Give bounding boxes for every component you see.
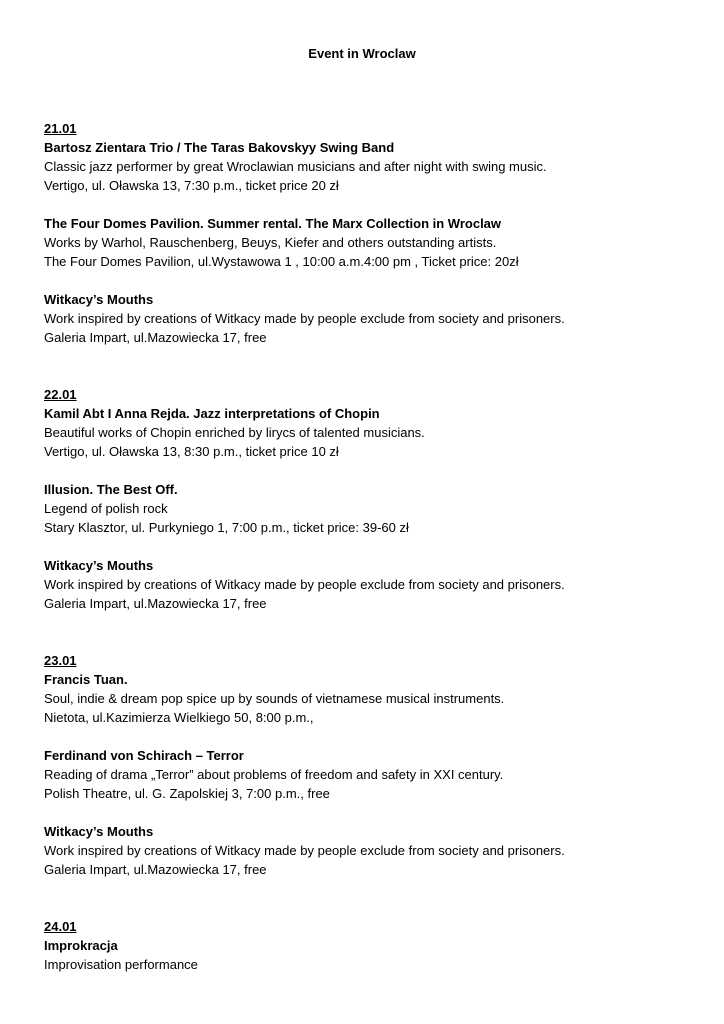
event-description: Work inspired by creations of Witkacy made by people exclude from society and prisoners.: [44, 311, 565, 326]
day-date: 22.01: [44, 387, 77, 402]
event-entry: [44, 670, 684, 727]
event-description: Works by Warhol, Rauschenberg, Beuys, Kiefer and others outstanding artists.: [44, 235, 497, 250]
event-title: Ferdinand von Schirach – Terror: [44, 748, 244, 763]
event-venue: Galeria Impart, ul.Mazowiecka 17, free: [44, 596, 267, 611]
event-title: Kamil Abt I Anna Rejda. Jazz interpretations of Chopin: [44, 406, 380, 421]
event-description: Reading of drama „Terror” about problems of freedom and safety in XXI century.: [44, 767, 504, 782]
day-date: 21.01: [44, 121, 77, 136]
event-entry: [44, 556, 684, 613]
event-entry: [44, 936, 684, 974]
event-description: Legend of polish rock: [44, 501, 168, 516]
event-venue: Galeria Impart, ul.Mazowiecka 17, free: [44, 330, 267, 345]
event-title: The Four Domes Pavilion. Summer rental. The Marx Collection in Wroclaw: [44, 216, 502, 231]
event-description: Soul, indie & dream pop spice up by sounds of vietnamese musical instruments.: [44, 691, 505, 706]
event-venue: Vertigo, ul. Oławska 13, 8:30 p.m., ticket price 10 zł: [44, 444, 339, 459]
day-section: [44, 119, 684, 347]
event-description: Work inspired by creations of Witkacy made by people exclude from society and prisoners.: [44, 843, 565, 858]
event-venue: Galeria Impart, ul.Mazowiecka 17, free: [44, 862, 267, 877]
event-title: Witkacy’s Mouths: [44, 558, 154, 573]
event-venue: Nietota, ul.Kazimierza Wielkiego 50, 8:00 p.m.,: [44, 710, 314, 725]
document-title: Event in Wroclaw: [308, 46, 416, 61]
event-title: Bartosz Zientara Trio / The Taras Bakovskyy Swing Band: [44, 140, 395, 155]
day-date: 24.01: [44, 919, 77, 934]
event-entry: [44, 290, 684, 347]
event-title: Improkracja: [44, 938, 118, 953]
event-description: Beautiful works of Chopin enriched by lirycs of talented musicians.: [44, 425, 425, 440]
day-section: [44, 651, 684, 879]
event-title: Illusion. The Best Off.: [44, 482, 178, 497]
event-venue: Polish Theatre, ul. G. Zapolskiej 3, 7:00 p.m., free: [44, 786, 330, 801]
event-entry: [44, 404, 684, 461]
event-title: Francis Tuan.: [44, 672, 128, 687]
event-entry: [44, 138, 684, 195]
day-section: [44, 385, 684, 613]
event-description: Work inspired by creations of Witkacy made by people exclude from society and prisoners.: [44, 577, 565, 592]
event-description: Classic jazz performer by great Wroclawian musicians and after night with swing music.: [44, 159, 547, 174]
event-title: Witkacy’s Mouths: [44, 824, 154, 839]
day-date: 23.01: [44, 653, 77, 668]
event-list: [44, 119, 684, 974]
event-venue: The Four Domes Pavilion, ul.Wystawowa 1 , 10:00 a.m.4:00 pm , Ticket price: 20zł: [44, 254, 519, 269]
event-venue: Vertigo, ul. Oławska 13, 7:30 p.m., ticket price 20 zł: [44, 178, 339, 193]
event-entry: [44, 480, 684, 537]
event-entry: [44, 822, 684, 879]
event-entry: [44, 214, 684, 271]
day-section: [44, 917, 684, 974]
event-title: Witkacy’s Mouths: [44, 292, 154, 307]
event-entry: [44, 746, 684, 803]
event-description: Improvisation performance: [44, 957, 198, 972]
event-venue: Stary Klasztor, ul. Purkyniego 1, 7:00 p.m., ticket price: 39-60 zł: [44, 520, 409, 535]
